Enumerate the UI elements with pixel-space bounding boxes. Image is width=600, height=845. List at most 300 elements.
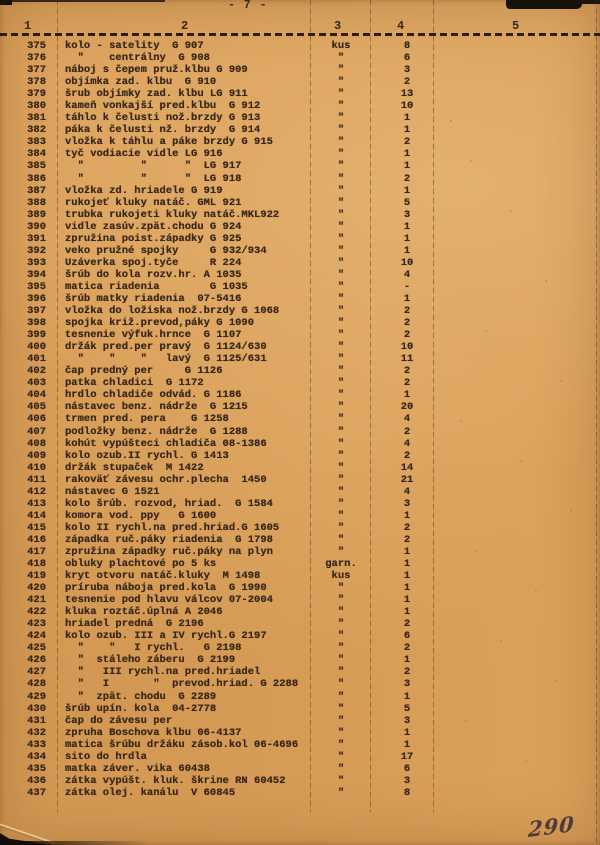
table-row: [0, 450, 600, 462]
row-quantity: 8: [403, 786, 411, 799]
row-description: patka chladici G 1172: [65, 377, 204, 390]
row-item-number: 391: [27, 232, 46, 245]
row-item-number: 437: [27, 786, 46, 799]
row-unit: ": [337, 654, 345, 667]
table-row: [0, 185, 600, 197]
row-description: kolo šrúb. rozvod, hriad. G 1584: [65, 497, 273, 510]
table-row: [0, 281, 600, 293]
row-item-number: 421: [27, 594, 46, 607]
row-description: trubka rukojeti kluky natáč.MKL922: [65, 208, 280, 221]
row-quantity: 2: [403, 172, 411, 185]
row-unit: ": [337, 160, 345, 173]
row-quantity: 1: [403, 558, 411, 571]
row-description: držák pred.per pravý G 1124/630: [65, 341, 267, 354]
table-row: [0, 438, 600, 450]
row-quantity: 3: [403, 678, 411, 691]
row-unit: ": [337, 594, 345, 607]
row-description: matka záver. vika 60438: [65, 762, 210, 775]
row-unit: ": [337, 762, 345, 775]
table-row: [0, 474, 600, 486]
row-remarks-empty: [432, 329, 600, 341]
row-remarks-empty: [432, 691, 600, 703]
row-remarks-empty: [432, 221, 600, 233]
row-item-number: 385: [27, 160, 46, 173]
table-row: [0, 763, 600, 775]
row-unit: ": [337, 124, 345, 137]
row-quantity: 2: [403, 76, 411, 89]
row-remarks-empty: [432, 727, 600, 739]
row-description: zpružina západky ruč.páky na plyn: [65, 545, 273, 558]
row-quantity: 1: [403, 570, 411, 583]
row-unit: kus: [331, 40, 351, 52]
row-item-number: 429: [27, 690, 46, 703]
table-row: [0, 317, 600, 329]
table-row: [0, 389, 600, 401]
row-quantity: 5: [403, 702, 411, 715]
row-item-number: 395: [27, 280, 46, 293]
row-quantity: 10: [400, 341, 414, 354]
row-description: " " " LG 918: [65, 172, 242, 185]
row-item-number: 382: [27, 124, 46, 137]
row-remarks-empty: [432, 630, 600, 642]
scan-edge-bottom: [0, 841, 150, 845]
row-description: zátka olej. kanálu V 60845: [65, 786, 236, 799]
row-quantity: 4: [403, 268, 411, 281]
row-unit: ": [337, 268, 345, 281]
table-row: [0, 257, 600, 269]
row-item-number: 377: [27, 64, 46, 77]
row-remarks-empty: [432, 775, 600, 787]
row-remarks-empty: [432, 100, 600, 112]
row-unit: ": [337, 666, 345, 679]
row-unit: garn.: [325, 558, 357, 571]
row-item-number: 417: [27, 545, 46, 558]
table-row: [0, 377, 600, 389]
row-description: " I " prevod.hriad. G 2288: [65, 678, 299, 691]
row-remarks-empty: [432, 245, 600, 257]
table-row: [0, 510, 600, 522]
row-unit: ": [337, 172, 345, 185]
row-description: kolo - satelity G 907: [65, 40, 204, 52]
row-description: vložka zd. hriadele G 919: [65, 184, 223, 197]
row-item-number: 404: [27, 389, 46, 402]
row-remarks-empty: [432, 52, 600, 64]
table-row: [0, 739, 600, 751]
row-remarks-empty: [432, 715, 600, 727]
row-description: zpruha Boschova klbu 06-4137: [65, 726, 242, 739]
table-row: [0, 727, 600, 739]
scan-edge-top: [0, 0, 165, 2]
row-quantity: 17: [400, 750, 414, 763]
row-description: Uzáverka spoj.tyče R 224: [65, 256, 242, 269]
row-description: zpružina poist.západky G 925: [65, 232, 242, 245]
row-description: čap predný per G 1126: [65, 365, 223, 378]
table-row: [0, 715, 600, 727]
table-row: [0, 64, 600, 76]
row-description: kameň vonkajší pred.klbu G 912: [65, 100, 261, 113]
row-remarks-empty: [432, 305, 600, 317]
row-item-number: 376: [27, 52, 46, 65]
row-quantity: 8: [403, 40, 411, 52]
row-item-number: 389: [27, 208, 46, 221]
row-quantity: 2: [403, 666, 411, 679]
row-remarks-empty: [432, 389, 600, 401]
row-quantity: 2: [403, 533, 411, 546]
row-unit: ": [337, 497, 345, 510]
row-description: komora vod. ppy G 1600: [65, 509, 217, 522]
row-description: vidle zasúv.zpät.chodu G 924: [65, 220, 242, 233]
table-row: [0, 678, 600, 690]
row-description: západka ruč.páky riadenia G 1798: [65, 533, 273, 546]
table-row: [0, 40, 600, 52]
row-remarks-empty: [432, 40, 600, 52]
row-item-number: 396: [27, 292, 46, 305]
row-remarks-empty: [432, 618, 600, 630]
table-row: [0, 618, 600, 630]
row-unit: ": [337, 100, 345, 113]
row-item-number: 420: [27, 582, 46, 595]
row-remarks-empty: [432, 438, 600, 450]
row-quantity: 2: [403, 365, 411, 378]
row-unit: ": [337, 292, 345, 305]
row-description: šrúb do kola rozv.hr. A 1035: [65, 268, 242, 281]
row-unit: ": [337, 389, 345, 402]
row-item-number: 401: [27, 353, 46, 366]
row-item-number: 398: [27, 317, 46, 330]
table-row: [0, 52, 600, 64]
row-item-number: 416: [27, 533, 46, 546]
row-item-number: 418: [27, 558, 46, 571]
row-description: čap do závesu per: [65, 714, 173, 727]
row-unit: ": [337, 232, 345, 245]
table-row: [0, 233, 600, 245]
row-description: kluka roztáč.úplná A 2046: [65, 606, 223, 619]
row-unit: ": [337, 437, 345, 450]
row-item-number: 407: [27, 425, 46, 438]
row-unit: ": [337, 305, 345, 318]
row-description: nástavec benz. nádrže G 1215: [65, 401, 248, 414]
row-item-number: 383: [27, 136, 46, 149]
row-description: vložka k táhlu a páke brzdy G 915: [65, 136, 273, 149]
row-item-number: 386: [27, 172, 46, 185]
row-item-number: 408: [27, 437, 46, 450]
table-row: [0, 594, 600, 606]
table-row: [0, 642, 600, 654]
row-item-number: 414: [27, 509, 46, 522]
row-quantity: 1: [403, 292, 411, 305]
row-quantity: 2: [403, 618, 411, 631]
row-unit: ": [337, 521, 345, 534]
row-quantity: 2: [403, 317, 411, 330]
row-description: príruba náboja pred.kola G 1990: [65, 582, 267, 595]
column-header-1: 1: [24, 19, 32, 33]
row-description: obluky plachtové po 5 ks: [65, 558, 217, 571]
table-row: [0, 293, 600, 305]
row-item-number: 431: [27, 714, 46, 727]
row-quantity: 14: [400, 461, 414, 474]
handwritten-page-number: 290: [527, 810, 576, 843]
row-remarks-empty: [432, 341, 600, 353]
row-item-number: 387: [27, 184, 46, 197]
row-unit: ": [337, 473, 345, 486]
row-quantity: 1: [403, 654, 411, 667]
row-description: kolo ozub.II rychl. G 1413: [65, 449, 229, 462]
row-remarks-empty: [432, 197, 600, 209]
row-quantity: 1: [403, 509, 411, 522]
row-remarks-empty: [432, 642, 600, 654]
row-item-number: 406: [27, 413, 46, 426]
row-remarks-empty: [432, 570, 600, 582]
row-quantity: 4: [403, 437, 411, 450]
row-remarks-empty: [432, 426, 600, 438]
column-header-4: 4: [397, 19, 405, 33]
row-item-number: 435: [27, 762, 46, 775]
row-description: " " " lavý G 1125/631: [65, 353, 267, 366]
row-item-number: 403: [27, 377, 46, 390]
row-description: kryt otvoru natáč.kluky M 1498: [65, 570, 261, 583]
row-description: kohút vypúšteci chladiča 08-1386: [65, 437, 267, 450]
row-item-number: 430: [27, 702, 46, 715]
row-quantity: 1: [403, 594, 411, 607]
row-description: veko pružné spojky G 932/934: [65, 244, 267, 257]
row-remarks-empty: [432, 185, 600, 197]
row-item-number: 419: [27, 570, 46, 583]
row-item-number: 415: [27, 521, 46, 534]
row-quantity: 5: [403, 196, 411, 209]
row-item-number: 400: [27, 341, 46, 354]
table-row: [0, 462, 600, 474]
row-description: kolo II rychl.na pred.hriad.G 1605: [65, 521, 280, 534]
row-item-number: 424: [27, 630, 46, 643]
row-remarks-empty: [432, 739, 600, 751]
row-remarks-empty: [432, 522, 600, 534]
row-remarks-empty: [432, 136, 600, 148]
row-quantity: 21: [400, 473, 414, 486]
row-description: šrub objímky zad. klbu LG 911: [65, 88, 248, 101]
row-description: " stáleho záberu G 2199: [65, 654, 236, 667]
table-row: [0, 329, 600, 341]
row-quantity: 2: [403, 449, 411, 462]
table-row: [0, 691, 600, 703]
scan-edge-top-right-patch: [506, 0, 582, 9]
row-item-number: 428: [27, 678, 46, 691]
row-description: hriadel predná G 2196: [65, 618, 204, 631]
row-item-number: 399: [27, 329, 46, 342]
row-quantity: 10: [400, 256, 414, 269]
row-remarks-empty: [432, 88, 600, 100]
table-row: [0, 112, 600, 124]
row-item-number: 410: [27, 461, 46, 474]
row-quantity: 3: [403, 714, 411, 727]
row-unit: ": [337, 365, 345, 378]
row-remarks-empty: [432, 787, 600, 799]
table-row: [0, 88, 600, 100]
table-row: [0, 413, 600, 425]
row-remarks-empty: [432, 257, 600, 269]
row-description: " centrálny G 908: [65, 52, 210, 65]
row-description: trmen pred. pera G 1258: [65, 413, 229, 426]
row-unit: ": [337, 401, 345, 414]
row-item-number: 423: [27, 618, 46, 631]
table-row: [0, 787, 600, 799]
row-quantity: 10: [400, 100, 414, 113]
table-row: [0, 546, 600, 558]
row-item-number: 436: [27, 774, 46, 787]
row-unit: ": [337, 774, 345, 787]
row-quantity: 1: [403, 389, 411, 402]
row-remarks-empty: [432, 293, 600, 305]
row-description: podložky benz. nádrže G 1288: [65, 425, 248, 438]
row-quantity: 6: [403, 52, 411, 65]
row-unit: ": [337, 413, 345, 426]
table-row: [0, 522, 600, 534]
row-description: páka k čelusti nž. brzdy G 914: [65, 124, 261, 137]
row-quantity: 2: [403, 305, 411, 318]
table-row: [0, 353, 600, 365]
row-remarks-empty: [432, 148, 600, 160]
row-unit: ": [337, 317, 345, 330]
row-quantity: 6: [403, 762, 411, 775]
row-item-number: 413: [27, 497, 46, 510]
table-row: [0, 606, 600, 618]
row-remarks-empty: [432, 209, 600, 221]
row-remarks-empty: [432, 546, 600, 558]
row-unit: ": [337, 702, 345, 715]
row-remarks-empty: [432, 160, 600, 172]
row-remarks-empty: [432, 678, 600, 690]
row-item-number: 392: [27, 244, 46, 257]
row-quantity: 2: [403, 425, 411, 438]
row-item-number: 379: [27, 88, 46, 101]
row-description: šrúb matky riadenia 07-5416: [65, 292, 242, 305]
table-row: [0, 703, 600, 715]
row-description: rakoväť závesu ochr.plecha 1450: [65, 473, 267, 486]
row-item-number: 432: [27, 726, 46, 739]
row-item-number: 390: [27, 220, 46, 233]
row-unit: kus: [331, 570, 351, 583]
table-row: [0, 570, 600, 582]
row-unit: ": [337, 208, 345, 221]
row-description: objímka zad. klbu G 910: [65, 76, 217, 89]
row-item-number: 412: [27, 485, 46, 498]
column-header-3: 3: [334, 19, 342, 33]
row-remarks-empty: [432, 401, 600, 413]
table-row: [0, 666, 600, 678]
row-remarks-empty: [432, 606, 600, 618]
row-quantity: 11: [400, 353, 414, 366]
row-item-number: 381: [27, 112, 46, 125]
column-header-2: 2: [181, 19, 189, 33]
row-remarks-empty: [432, 654, 600, 666]
header-separator-dashed-line: [0, 33, 600, 36]
row-remarks-empty: [432, 365, 600, 377]
row-description: zátka vypúšt. kluk. škrine RN 60452: [65, 774, 286, 787]
row-item-number: 397: [27, 305, 46, 318]
row-quantity: 20: [400, 401, 414, 414]
row-unit: ": [337, 690, 345, 703]
row-quantity: 1: [403, 244, 411, 257]
table-row: [0, 534, 600, 546]
row-quantity: 1: [403, 124, 411, 137]
table-row: [0, 341, 600, 353]
row-remarks-empty: [432, 317, 600, 329]
row-quantity: 1: [403, 232, 411, 245]
row-remarks-empty: [432, 173, 600, 185]
row-remarks-empty: [432, 703, 600, 715]
row-unit: ": [337, 196, 345, 209]
row-item-number: 402: [27, 365, 46, 378]
row-quantity: 3: [403, 774, 411, 787]
row-unit: ": [337, 341, 345, 354]
row-unit: ": [337, 256, 345, 269]
row-item-number: 384: [27, 148, 46, 161]
row-item-number: 422: [27, 606, 46, 619]
row-description: spojka križ.prevod,páky G 1090: [65, 317, 255, 330]
row-description: táhlo k čelusti nož.brzdy G 913: [65, 112, 261, 125]
row-description: držák stupaček M 1422: [65, 461, 204, 474]
table-row: [0, 426, 600, 438]
row-description: " " " LG 917: [65, 160, 242, 173]
table-row: [0, 558, 600, 570]
row-unit: ": [337, 630, 345, 643]
table-row: [0, 486, 600, 498]
row-unit: ": [337, 509, 345, 522]
row-unit: ": [337, 220, 345, 233]
row-quantity: 1: [403, 160, 411, 173]
row-item-number: 426: [27, 654, 46, 667]
row-unit: ": [337, 582, 345, 595]
table-row: [0, 124, 600, 136]
table-row: [0, 305, 600, 317]
row-remarks-empty: [432, 666, 600, 678]
row-unit: ": [337, 449, 345, 462]
row-remarks-empty: [432, 498, 600, 510]
row-item-number: 393: [27, 256, 46, 269]
row-quantity: 1: [403, 690, 411, 703]
row-unit: ": [337, 425, 345, 438]
row-item-number: 405: [27, 401, 46, 414]
row-description: náboj s čepem pruž.klbu G 909: [65, 64, 248, 77]
row-unit: ": [337, 280, 345, 293]
row-item-number: 425: [27, 642, 46, 655]
row-unit: ": [337, 244, 345, 257]
row-unit: ": [337, 786, 345, 799]
row-unit: ": [337, 377, 345, 390]
row-item-number: 427: [27, 666, 46, 679]
table-row: [0, 221, 600, 233]
row-description: " " I rychl. G 2198: [65, 642, 242, 655]
table-row: [0, 100, 600, 112]
row-unit: ": [337, 714, 345, 727]
table-row: [0, 245, 600, 257]
row-remarks-empty: [432, 377, 600, 389]
row-remarks-empty: [432, 534, 600, 546]
row-unit: ": [337, 533, 345, 546]
row-remarks-empty: [432, 269, 600, 281]
row-unit: ": [337, 88, 345, 101]
row-item-number: 388: [27, 196, 46, 209]
row-unit: ": [337, 52, 345, 65]
table-row: [0, 173, 600, 185]
row-quantity: 6: [403, 630, 411, 643]
row-remarks-empty: [432, 558, 600, 570]
row-item-number: 433: [27, 738, 46, 751]
row-quantity: 4: [403, 413, 411, 426]
row-unit: ": [337, 76, 345, 89]
row-unit: ": [337, 461, 345, 474]
row-description: nástavec G 1521: [65, 485, 160, 498]
row-quantity: 1: [403, 148, 411, 161]
